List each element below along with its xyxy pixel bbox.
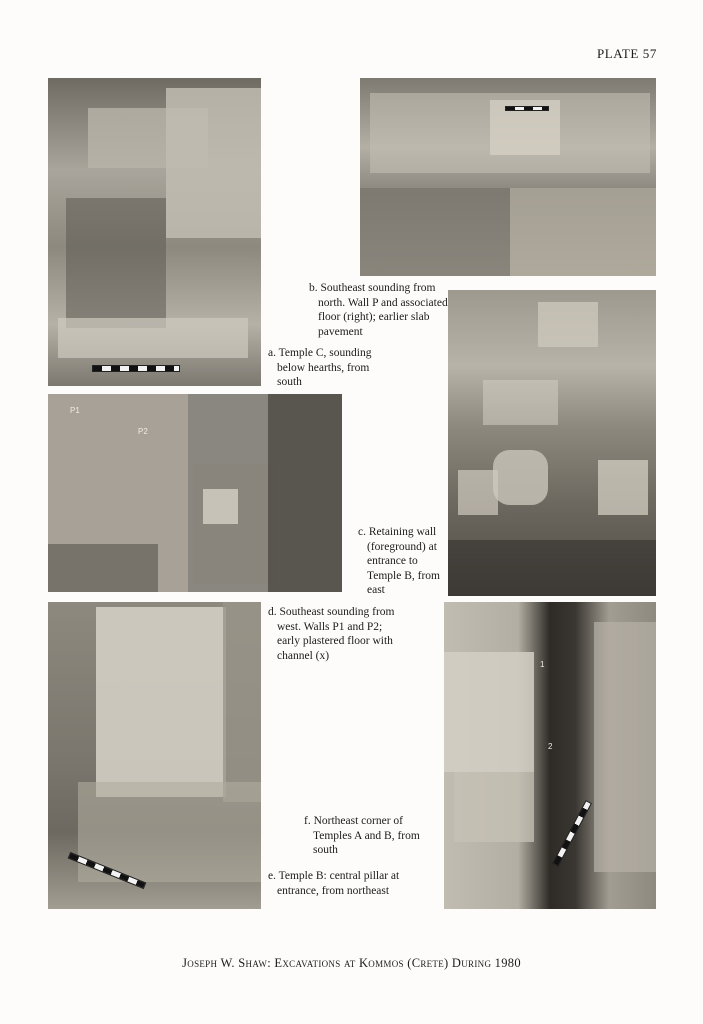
caption-d: d. Southeast sounding from west. Walls P1 and P2; early plastered floor with channel (x): [268, 606, 395, 662]
photo-label-2: 2: [548, 742, 553, 751]
caption-e: e. Temple B: central pillar at entrance, from northeast: [268, 870, 400, 897]
photo-c-retaining-wall-temple-b: [448, 290, 656, 596]
caption-a: a. Temple C, sounding below hearths, from south: [268, 347, 372, 388]
photo-a-temple-c-sounding: [48, 78, 261, 386]
photo-e-temple-b-central-pillar: [48, 602, 261, 909]
scale-bar: [505, 106, 549, 111]
photo-label-p1: P1: [70, 406, 80, 415]
photo-label-1: 1: [540, 660, 545, 669]
scale-bar: [552, 800, 592, 867]
photo-label-p2: P2: [138, 427, 148, 436]
photo-b-southeast-sounding-north: [360, 78, 656, 276]
caption-b: b. Southeast sounding from north. Wall P and associated floor (right); earlier slab pavement: [309, 282, 448, 338]
plate-number: PLATE 57: [596, 46, 657, 61]
photo-d-southeast-sounding-west: [48, 394, 342, 592]
scale-bar: [92, 365, 180, 372]
photo-f-northeast-corner-temples: [444, 602, 656, 909]
caption-c: c. Retaining wall (foreground) at entrance to Temple B, from east: [358, 526, 440, 596]
page-footer: Joseph W. Shaw: Excavations at Kommos (Crete) During 1980: [182, 956, 521, 970]
caption-f: f. Northeast corner of Temples A and B, from south: [304, 815, 420, 856]
